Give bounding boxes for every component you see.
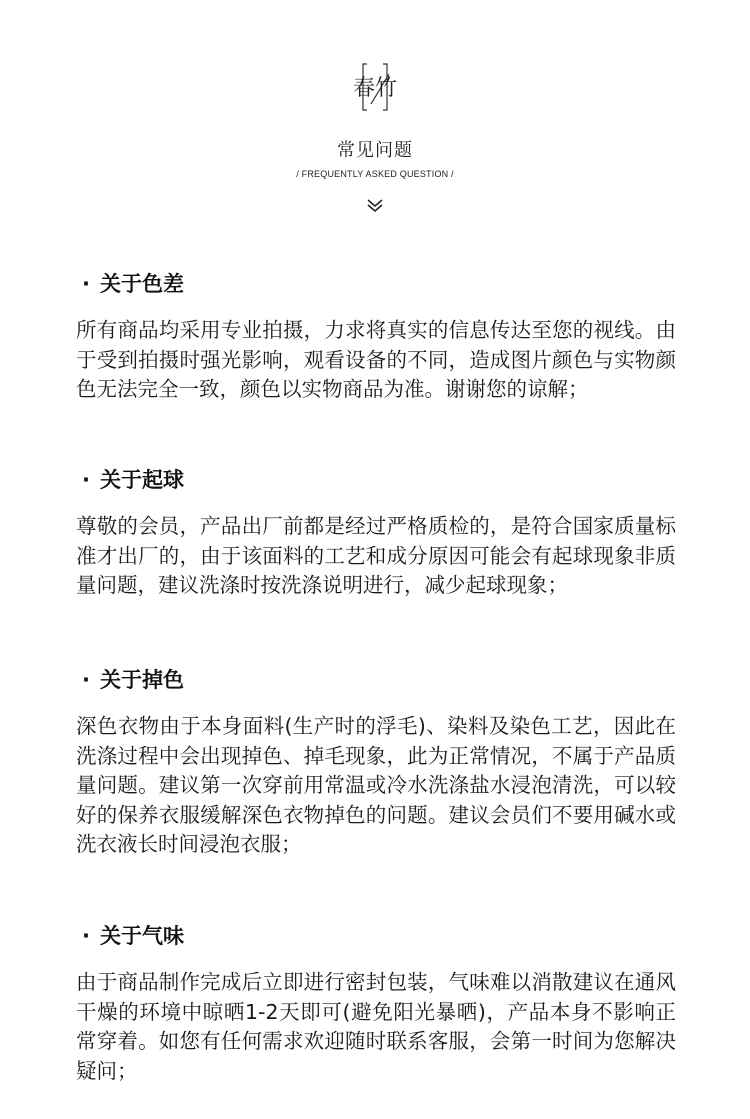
bullet-icon: · (82, 924, 90, 948)
section-body: 深色衣物由于本身面料(生产时的浮毛)、染料及染色工艺，因此在洗涤过程中会出现掉色、掉毛现象，此为正常情况，不属于产品质量问题。建议第一次穿前用常温或冷水洗涤盐水浸泡清洗，可以较好的保养衣服缓解深色衣物掉色的问题。建议会员们不要用碱水或洗衣液长时间浸泡衣服； (76, 714, 676, 856)
bullet-icon: · (82, 668, 90, 692)
section-heading-text: 关于起球 (100, 468, 184, 492)
page-title: 常见问题 (337, 140, 413, 161)
section-heading (76, 665, 676, 695)
section-heading (76, 921, 676, 951)
faq-section-color-fading (76, 665, 676, 860)
bullet-icon: · (82, 272, 90, 296)
bullet-icon: · (82, 468, 90, 492)
section-heading-text: 关于气味 (100, 924, 184, 948)
faq-section-pilling (76, 465, 676, 601)
brand-logo-mark (345, 60, 405, 118)
section-heading-text: 关于色差 (100, 272, 184, 296)
double-chevron-down-icon (366, 196, 384, 214)
section-body: 尊敬的会员，产品出厂前都是经过严格质检的，是符合国家质量标准才出厂的，由于该面料的工艺和成分原因可能会有起球现象非质量问题，建议洗涤时按洗涤说明进行，减少起球现象； (76, 514, 676, 597)
section-heading (76, 465, 676, 495)
brand-logo (345, 60, 405, 118)
section-heading-text: 关于掉色 (100, 668, 184, 692)
section-heading (76, 269, 676, 299)
brand-logo-text: 春竹 (352, 76, 398, 101)
page-subtitle: / FREQUENTLY ASKED QUESTION / (296, 169, 454, 179)
section-body: 由于商品制作完成后立即进行密封包装，气味难以消散建议在通风干燥的环境中晾晒1-2天即可(避免阳光暴晒)，产品本身不影响正常穿着。如您有任何需求欢迎随时联系客服，会第一时间为您解决疑问； (76, 970, 676, 1083)
section-body: 所有商品均采用专业拍摄，力求将真实的信息传达至您的视线。由于受到拍摄时强光影响，观看设备的不同，造成图片颜色与实物颜色无法完全一致，颜色以实物商品为准。谢谢您的谅解； (76, 318, 676, 401)
faq-section-odor (76, 921, 676, 1086)
faq-header (0, 0, 750, 230)
faq-section-color-difference (76, 269, 676, 405)
